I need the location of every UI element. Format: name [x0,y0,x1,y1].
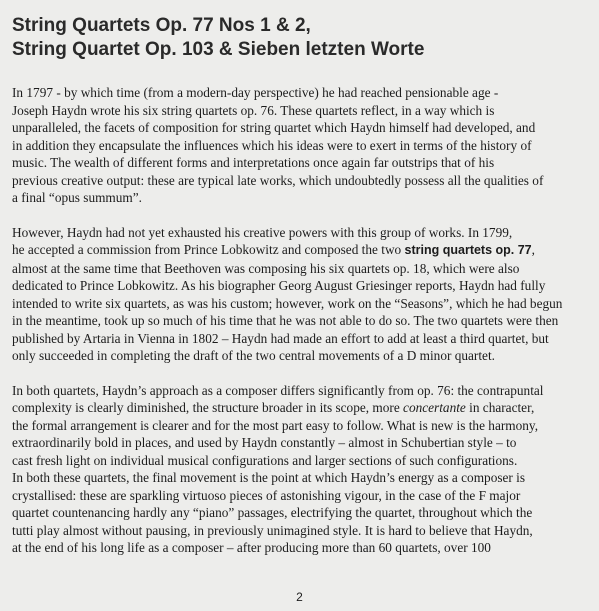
text-line [12,241,587,260]
text-line: unparalleled, the facets of composition for string quartet which Haydn himself had developed, and [12,120,536,135]
text-line: cast fresh light on individual musical configurations and larger sections of such configurations. [12,452,518,468]
title-line-2: String Quartet Op. 103 & Sieben letzten Worte [12,39,425,60]
text-line: a final “opus summum”. [12,190,142,205]
text-line: However, Haydn had not yet exhausted his creative powers with this group of works. In 1799, [12,224,513,240]
paragraph-1 [12,84,587,207]
paragraph-3 [12,382,587,557]
text-line: only succeeded in completing the draft of the two central movements of a D minor quartet. [12,348,495,363]
text-line: in the meantime, took up so much of his time that he was not able to do so. The two quartets were then [12,313,559,328]
text-line: Joseph Haydn wrote his six string quartets op. 76. These quartets reflect, in a way which is [12,102,495,118]
page-number: 2 [296,590,303,604]
text-line: previous creative output: these are typical late works, which undoubtedly possess all the qualities of [12,172,544,188]
text-line: at the end of his long life as a composer – after producing more than 60 quartets, over 100 [12,540,491,555]
bold-phrase: string quartets op. 77 [404,243,532,257]
title-line-1: String Quartets Op. 77 Nos 1 & 2, [12,15,311,36]
text-segment: in character, [465,400,535,415]
text-line: intended to write six quartets, as was his custom; however, work on the “Seasons”, which he had begun [12,295,563,311]
italic-word: concertante [403,400,466,415]
paragraph-2 [12,224,587,365]
text-segment: , [531,242,535,257]
text-segment: complexity is clearly diminished, the structure broader in its scope, more [12,400,404,415]
text-line: In both quartets, Haydn’s approach as a composer differs significantly from op. 76: the contrapuntal [12,382,544,398]
text-line: tutti play almost without pausing, in previously unimagined style. It is hard to believe that Haydn, [12,522,533,538]
text-line: dedicated to Prince Lobkowitz. As his biographer Georg August Griesinger reports, Haydn had fully [12,278,546,293]
text-line [12,399,587,417]
text-line: In 1797 - by which time (from a modern-day perspective) he had reached pensionable age - [12,85,499,100]
text-line: crystallised: these are sparkling virtuoso pieces of astonishing vigour, in the case of the F major [12,487,521,503]
document-page [12,14,587,557]
text-line: quartet countenancing hardly any “piano” passages, electrifying the quartet, throughout which the [12,505,533,520]
text-line: In both these quartets, the final movement is the point at which Haydn’s energy as a composer is [12,470,526,485]
text-line: the formal arrangement is clearer and for the most part easy to follow. What is new is the harmony, [12,417,539,433]
text-line: published by Artaria in Vienna in 1802 – Haydn had made an effort to add at least a third quartet, but [12,330,549,346]
page-title [12,14,587,62]
text-segment: he accepted a commission from Prince Lobkowitz and composed the two [12,242,405,257]
text-line: almost at the same time that Beethoven was composing his six quartets op. 18, which were also [12,260,520,276]
text-line: music. The wealth of different forms and interpretations once again far outstrips that of his [12,155,495,170]
text-line: extraordinarily bold in places, and used by Haydn constantly – almost in Schubertian style – to [12,435,517,450]
text-line: in addition they encapsulate the influences which his ideas were to exert in terms of the history of [12,137,532,153]
